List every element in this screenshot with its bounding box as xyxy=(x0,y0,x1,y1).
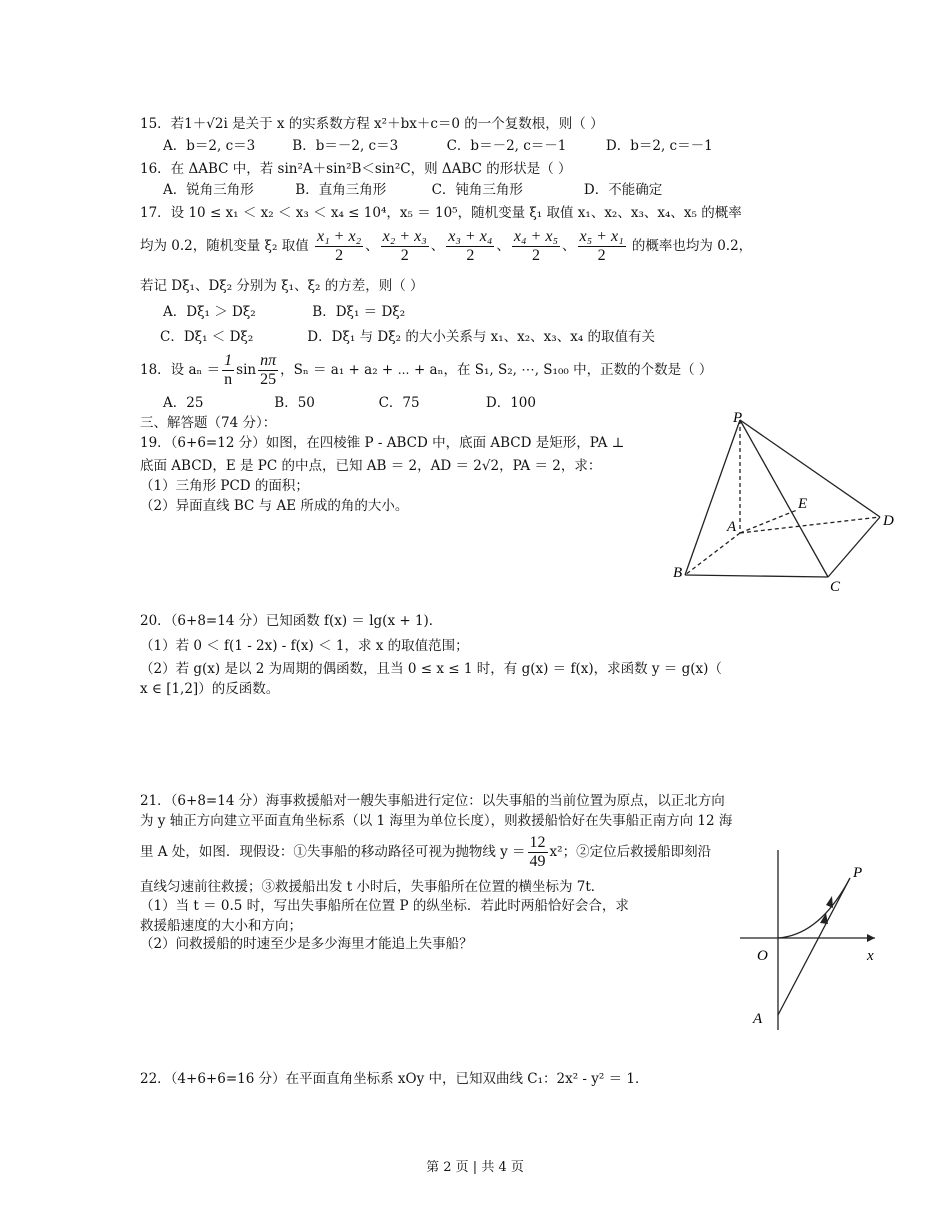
denominator: 2 xyxy=(531,247,540,264)
q16-option-d: D．不能确定 xyxy=(583,182,663,198)
q17-line2-post: 的概率也均为 0.2， xyxy=(631,238,753,254)
label-d: D xyxy=(883,513,894,529)
page-footer: 第 2 页 | 共 4 页 xyxy=(426,1160,524,1175)
q15-options xyxy=(163,136,713,156)
q18-pre: 18．设 aₙ ＝ xyxy=(140,362,221,378)
label-a: A xyxy=(753,1011,763,1027)
fraction xyxy=(222,352,234,389)
q21-part2: （2）问救援船的时速至少是多少海里才能追上失事船？ xyxy=(140,936,473,952)
q18-option-d: D．100 xyxy=(485,395,536,411)
coordinate-figure xyxy=(740,850,885,1035)
numerator: 12 xyxy=(529,834,546,851)
q20-part2: （2）若 g(x) 是以 2 为周期的偶函数，且当 0 ≤ x ≤ 1 时，有 g(x) ＝ f(x)，求函数 y ＝ g(x)（ xyxy=(140,661,722,677)
fraction xyxy=(258,352,278,389)
q15-stem: 15．若1＋√2i 是关于 x 的实系数方程 x²＋bx＋c＝0 的一个复数根，则（ ） xyxy=(140,116,604,132)
fraction xyxy=(578,228,626,265)
q17-option-a: A．Dξ₁ ＞ Dξ₂ xyxy=(163,304,256,320)
q17-line1: 17．设 10 ≤ x₁ ＜ x₂ ＜ x₃ ＜ x₄ ≤ 10⁴，x₅ ＝ 10⁵，随机变量 ξ₁ 取值 x₁、x₂、x₃、x₄、x₅ 的概率 xyxy=(140,205,742,221)
q21-part1: （1）当 t ＝ 0.5 时，写出失事船所在位置 P 的纵坐标．若此时两船恰好会合，求 xyxy=(140,898,629,914)
q16-options xyxy=(163,180,662,200)
label-o: O xyxy=(757,948,768,964)
q16-option-b: B．直角三角形 xyxy=(295,182,387,198)
q18-option-a: A．25 xyxy=(163,395,204,411)
denominator: 2 xyxy=(466,247,475,264)
q18-options xyxy=(163,393,536,413)
fraction xyxy=(528,834,548,871)
q21-line3 xyxy=(140,834,711,871)
q19-part2: （2）异面直线 BC 与 AE 所成的角的大小。 xyxy=(140,498,409,514)
numerator: nπ xyxy=(260,352,277,369)
separator: 、 xyxy=(365,238,379,254)
numerator: x₄ + x₅ xyxy=(513,228,558,245)
pyramid-figure xyxy=(670,405,900,595)
numerator: x₅ + x₁ xyxy=(579,228,624,245)
denominator: 2 xyxy=(400,247,409,264)
numerator: x₂ + x₃ xyxy=(382,228,427,245)
q18-option-c: C．75 xyxy=(378,395,420,411)
fraction xyxy=(315,228,363,265)
q21-line3-pre: 里 A 处，如图．现假设：①失事船的移动路径可视为抛物线 y ＝ xyxy=(140,844,526,860)
q19-part1: （1）三角形 PCD 的面积； xyxy=(140,478,309,494)
q21-line1: 21．（6+8=14 分）海事救援船对一艘失事船进行定位：以失事船的当前位置为原点，以正北方向 xyxy=(140,793,725,809)
label-e: E xyxy=(798,496,808,512)
q17-option-c: C．Dξ₁ ＜ Dξ₂ xyxy=(160,329,254,345)
label-p: P xyxy=(733,410,743,426)
fraction xyxy=(446,228,494,265)
q17-line2 xyxy=(140,228,752,265)
q15-option-b: B．b＝－2, c＝3 xyxy=(292,138,399,154)
numerator: 1 xyxy=(224,352,233,369)
q20-part1: （1）若 0 ＜ f(1 - 2x) - f(x) ＜ 1，求 x 的取值范围； xyxy=(140,638,469,654)
separator: 、 xyxy=(496,238,510,254)
q21-part1b: 救援船速度的大小和方向； xyxy=(140,918,302,934)
denominator: n xyxy=(224,371,233,388)
q21-line3-post: x²；②定位后救援船即刻沿 xyxy=(549,844,712,860)
denominator: 2 xyxy=(335,247,344,264)
q15-option-c: C．b＝－2, c＝－1 xyxy=(446,138,567,154)
denominator: 49 xyxy=(529,853,546,870)
q17-line2-pre: 均为 0.2，随机变量 ξ₂ 取值 xyxy=(140,238,309,254)
q17-line3: 若记 Dξ₁、Dξ₂ 分别为 ξ₁、ξ₂ 的方差，则（ ） xyxy=(140,278,424,294)
q17-option-b: B．Dξ₁ ＝ Dξ₂ xyxy=(312,304,406,320)
q18-post: ，Sₙ ＝ a₁ + a₂ + ⋯ + aₙ，在 S₁, S₂, ⋯, S₁₀₀ 中，正数的个数是（ ） xyxy=(280,362,713,378)
q15-option-d: D．b＝2, c＝－1 xyxy=(605,138,713,154)
fraction xyxy=(512,228,560,265)
q17-options-row1 xyxy=(163,302,405,322)
q19-line2: 底面 ABCD，E 是 PC 的中点，已知 AB ＝ 2，AD ＝ 2√2，PA ＝ 2，求： xyxy=(140,458,602,474)
q16-stem: 16．在 ΔABC 中，若 sin²A＋sin²B＜sin²C，则 ΔABC 的形状是（ ） xyxy=(140,161,572,177)
q21-line4: 直线匀速前往救援；③救援船出发 t 小时后，失事船所在位置的横坐标为 7t． xyxy=(140,879,605,895)
q16-option-c: C．钝角三角形 xyxy=(431,182,523,198)
q22-line1: 22．（4+6+6=16 分）在平面直角坐标系 xOy 中，已知双曲线 C₁：2x² - y² ＝ 1． xyxy=(140,1071,649,1087)
q20-part2b: x ∈ [1,2]）的反函数。 xyxy=(140,681,280,697)
separator: 、 xyxy=(430,238,445,254)
fraction xyxy=(381,228,429,265)
q16-option-a: A．锐角三角形 xyxy=(163,182,254,198)
label-a: A xyxy=(727,519,737,535)
numerator: x₁ + x₂ xyxy=(317,228,362,245)
q18-option-b: B．50 xyxy=(274,395,315,411)
label-x: x xyxy=(867,948,874,964)
numerator: x₃ + x₄ xyxy=(448,228,493,245)
label-c: C xyxy=(830,579,841,595)
q17-options-row2 xyxy=(160,327,655,347)
q18-stem xyxy=(140,352,712,389)
sin-label: sin xyxy=(236,362,257,378)
q15-option-a: A．b＝2, c＝3 xyxy=(163,138,256,154)
denominator: 2 xyxy=(597,247,606,264)
label-p: P xyxy=(853,865,863,881)
section-heading: 三、解答题（74 分）： xyxy=(140,415,277,431)
separator: 、 xyxy=(562,238,576,254)
q19-line1: 19．（6+6=12 分）如图，在四棱锥 P - ABCD 中，底面 ABCD 是矩形，PA ⊥ xyxy=(140,435,625,451)
q20-line1: 20．（6+8=14 分）已知函数 f(x) ＝ lg(x + 1)． xyxy=(140,613,443,629)
q21-line2: 为 y 轴正方向建立平面直角坐标系（以 1 海里为单位长度），则救援船恰好在失事船正南方向 12 海 xyxy=(140,813,733,829)
label-b: B xyxy=(673,565,683,581)
denominator: 25 xyxy=(260,371,277,388)
q17-option-d: D．Dξ₁ 与 Dξ₂ 的大小关系与 x₁、x₂、x₃、x₄ 的取值有关 xyxy=(307,329,656,345)
